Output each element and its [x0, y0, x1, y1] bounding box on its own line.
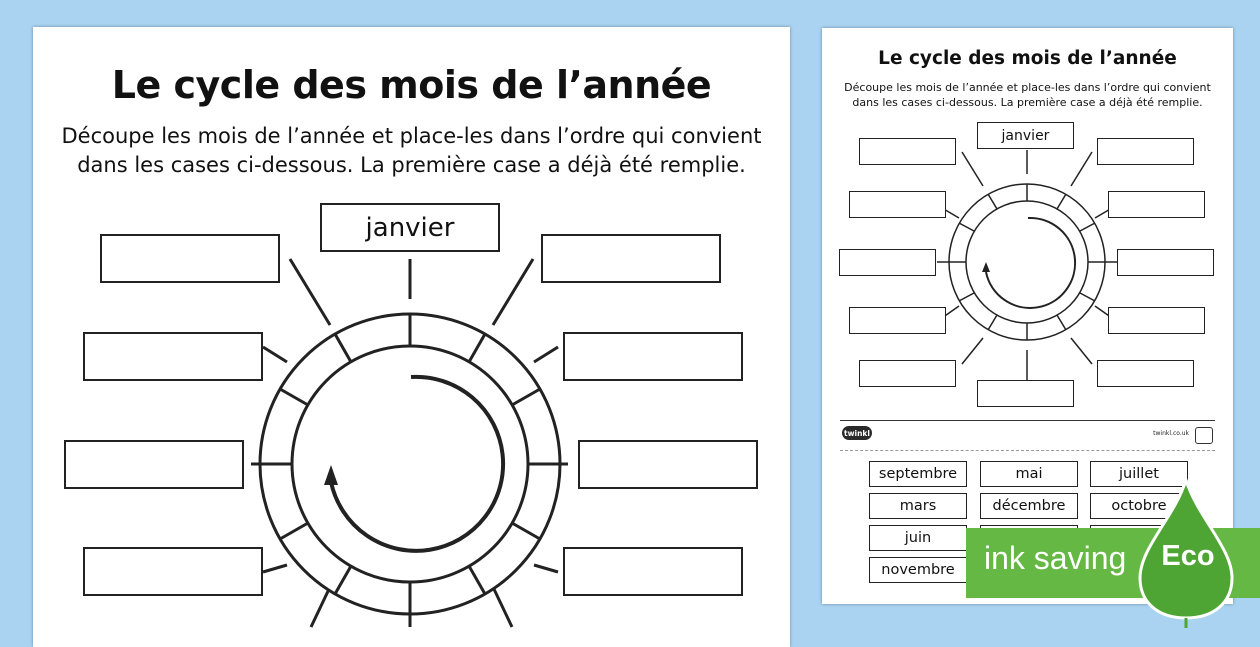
cut-out-month: juillet: [1090, 461, 1188, 487]
preview-month-box-7: [977, 380, 1074, 407]
month-box-12: [100, 234, 280, 283]
preview-month-box-2: [1097, 138, 1194, 165]
cut-out-month: juin: [869, 525, 967, 551]
month-box-3: [563, 332, 743, 381]
cut-out-month: mai: [980, 461, 1078, 487]
preview-outer-ring: [949, 184, 1105, 340]
cut-out-month: novembre: [869, 557, 967, 583]
preview-month-box-4: [1117, 249, 1214, 276]
site-url: twinkl.co.uk: [1153, 430, 1189, 437]
month-box-10: [64, 440, 244, 489]
twinkl-logo: twinkl: [842, 426, 872, 440]
cut-out-month: septembre: [869, 461, 967, 487]
badge-icon: [1195, 427, 1213, 444]
preview-month-box-1: janvier: [977, 122, 1074, 149]
month-box-11: [83, 332, 263, 381]
footer-divider: [840, 420, 1215, 421]
eco-badge-label: Eco: [1161, 540, 1215, 572]
preview-month-box-5: [1108, 307, 1205, 334]
outer-ring: [260, 314, 560, 614]
preview-month-box-10: [839, 249, 936, 276]
preview-month-box-8: [859, 360, 956, 387]
preview-month-box-3: [1108, 191, 1205, 218]
preview-month-box-6: [1097, 360, 1194, 387]
ink-saving-label: ink saving: [984, 540, 1127, 576]
preview-month-box-9: [849, 307, 946, 334]
month-box-1: janvier: [320, 203, 500, 252]
worksheet-large: [33, 27, 790, 647]
preview-instructions-line-2: dans les cases ci-dessous. La première case a déjà été remplie.: [852, 96, 1203, 109]
month-box-5: [563, 547, 743, 596]
preview-title: Le cycle des mois de l’année: [878, 48, 1177, 69]
preview-month-box-12: [859, 138, 956, 165]
cut-out-month: mars: [869, 493, 967, 519]
month-box-9: [83, 547, 263, 596]
instructions-line-1: Découpe les mois de l’année et place-les dans l’ordre qui convient: [61, 124, 762, 148]
month-box-4: [578, 440, 758, 489]
month-box-2: [541, 234, 721, 283]
worksheet-title: Le cycle des mois de l’année: [111, 63, 712, 107]
instructions-line-2: dans les cases ci-dessous. La première case a déjà été remplie.: [77, 153, 746, 177]
cut-line: [840, 450, 1215, 451]
cut-out-month: décembre: [980, 493, 1078, 519]
preview-instructions-line-1: Découpe les mois de l’année et place-les dans l’ordre qui convient: [844, 81, 1211, 94]
cut-out-month: octobre: [1090, 493, 1188, 519]
preview-month-box-11: [849, 191, 946, 218]
